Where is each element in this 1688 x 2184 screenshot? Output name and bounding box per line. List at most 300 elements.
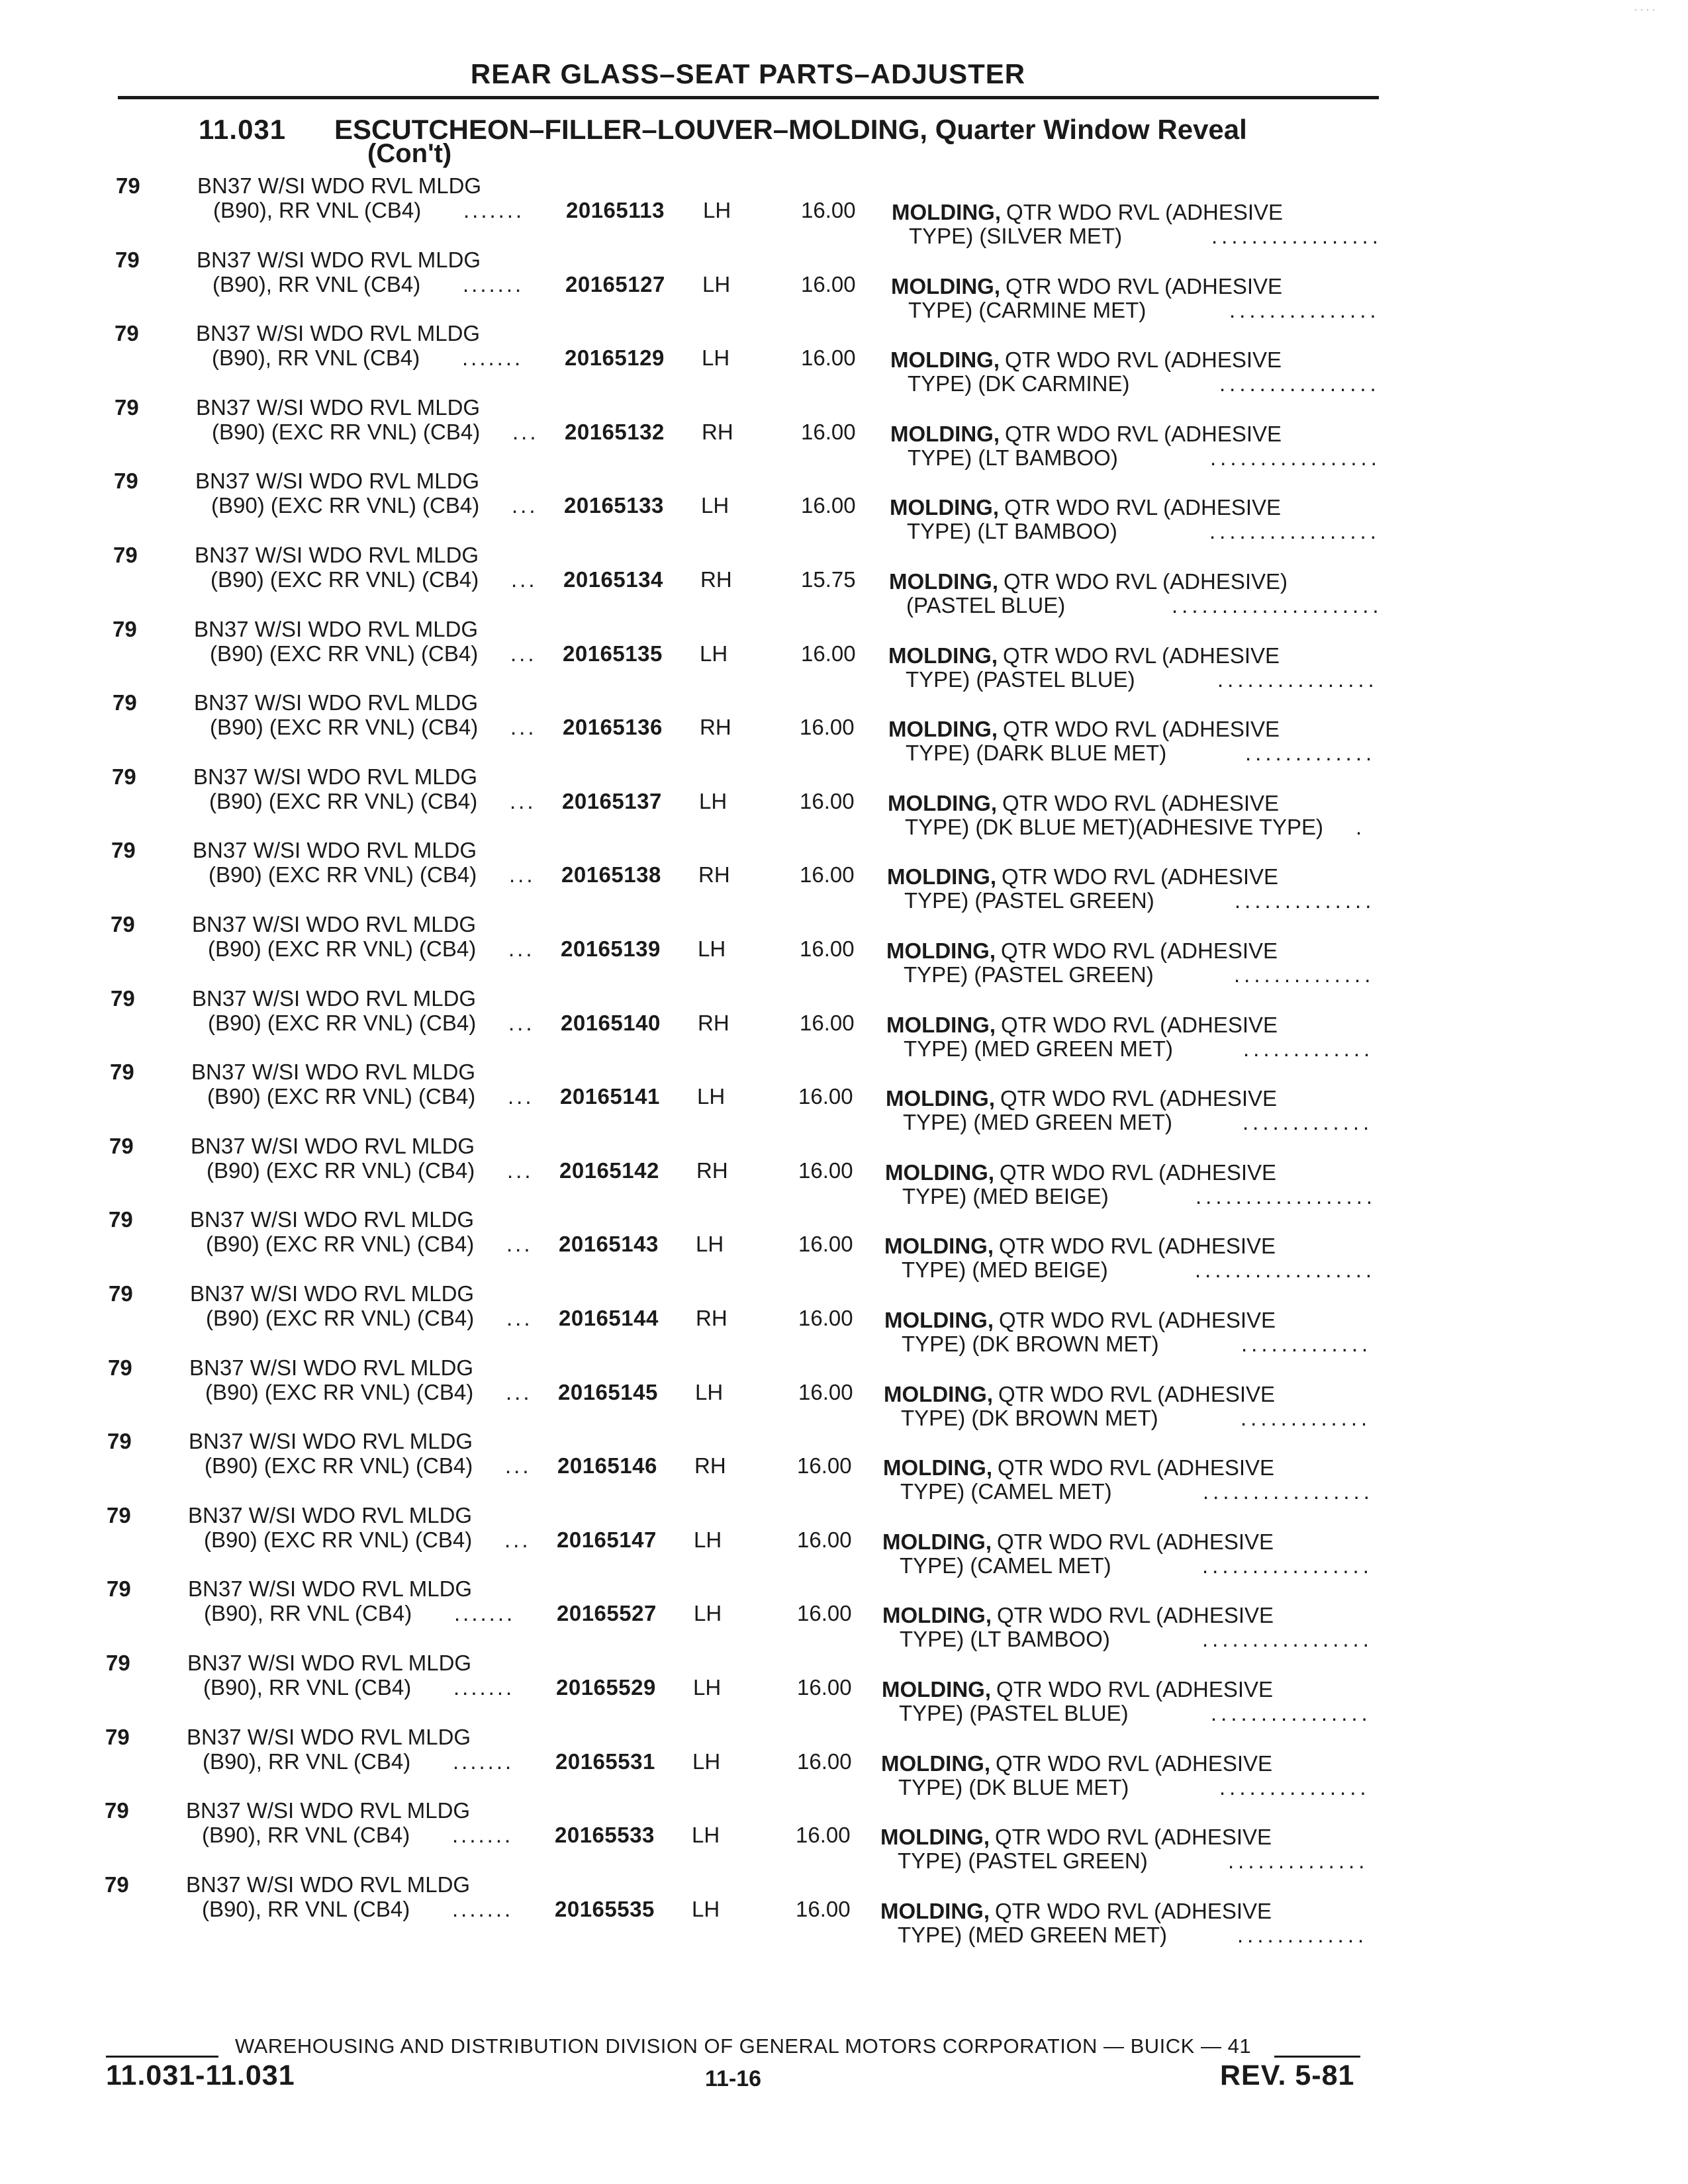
model-code: BN37 W/SI WDO RVL MLDG <box>197 173 482 198</box>
list-item <box>0 1429 1688 1503</box>
ref-number: 79 <box>113 543 138 567</box>
description-line-2: TYPE) (PASTEL BLUE) <box>899 1701 1129 1725</box>
list-item <box>0 1503 1688 1577</box>
description-lead: MOLDING, <box>880 1825 990 1850</box>
part-number: 20165529 <box>556 1675 656 1700</box>
side-code: LH <box>692 1896 720 1921</box>
side-code: LH <box>703 198 731 222</box>
description-text: QTR WDO RVL (ADHESIVE <box>1002 717 1280 742</box>
part-number: 20165129 <box>565 345 665 371</box>
ref-number: 79 <box>116 173 140 198</box>
leader-dots: ... <box>510 715 537 740</box>
ref-number: 79 <box>105 1798 129 1823</box>
list-item <box>0 986 1688 1060</box>
model-code: BN37 W/SI WDO RVL MLDG <box>194 690 479 715</box>
side-code: LH <box>694 1601 722 1626</box>
description-text: QTR WDO RVL (ADHESIVE <box>1004 421 1282 446</box>
description-line-2: TYPE) (CAMEL MET) <box>900 1479 1112 1504</box>
leader-dots: ....... <box>453 1749 514 1774</box>
option-detail: (B90) (EXC RR VNL) (CB4) <box>210 641 479 666</box>
leader-dots: ... <box>510 788 536 813</box>
list-item <box>0 248 1688 322</box>
description-line-1 <box>882 1677 1273 1702</box>
leader-dots: ....... <box>462 345 524 371</box>
description-line-2: (PASTEL BLUE) <box>906 593 1066 617</box>
scan-corner-marks: ···· <box>1634 3 1658 16</box>
option-detail: (B90) (EXC RR VNL) (CB4) <box>208 1010 477 1035</box>
description-line-1 <box>883 1455 1274 1480</box>
side-code: LH <box>702 271 731 296</box>
description-line-2: TYPE) (DARK BLUE MET) <box>906 741 1167 766</box>
model-code: BN37 W/SI WDO RVL MLDG <box>195 469 480 494</box>
list-item <box>0 1651 1688 1725</box>
section-subtitle: Quarter Window Reveal <box>935 114 1247 145</box>
part-number: 20165140 <box>561 1010 661 1035</box>
part-number: 20165133 <box>564 493 664 518</box>
description-lead: MOLDING, <box>891 273 1000 298</box>
option-detail: (B90), RR VNL (CB4) <box>212 345 420 371</box>
section-title <box>334 114 1367 146</box>
quantity: 16.00 <box>800 715 855 740</box>
side-code: LH <box>692 1823 720 1848</box>
model-code: BN37 W/SI WDO RVL MLDG <box>191 1133 475 1158</box>
model-code: BN37 W/SI WDO RVL MLDG <box>189 1355 474 1380</box>
ref-number: 79 <box>113 690 137 715</box>
description-text: QTR WDO RVL (ADHESIVE <box>1005 273 1283 298</box>
description-leader-dots: ............. <box>1243 1036 1374 1061</box>
description-text: QTR WDO RVL (ADHESIVE <box>998 1308 1276 1332</box>
list-item <box>0 1798 1688 1872</box>
side-code: RH <box>700 567 732 592</box>
part-number: 20165113 <box>566 198 665 222</box>
model-code: BN37 W/SI WDO RVL MLDG <box>193 838 477 863</box>
ref-number: 79 <box>107 1576 131 1602</box>
description-text: QTR WDO RVL (ADHESIVE) <box>1003 569 1288 594</box>
side-code: RH <box>698 862 730 887</box>
description-line-1 <box>890 347 1282 373</box>
quantity: 16.00 <box>798 1084 853 1109</box>
ref-number: 79 <box>109 1133 134 1158</box>
quantity: 16.00 <box>797 1675 852 1700</box>
leader-dots: ... <box>506 1379 532 1404</box>
description-line-2: TYPE) (DK BLUE MET) <box>898 1774 1129 1799</box>
model-code: BN37 W/SI WDO RVL MLDG <box>190 1281 475 1306</box>
option-detail: (B90) (EXC RR VNL) (CB4) <box>207 1084 476 1109</box>
model-code: BN37 W/SI WDO RVL MLDG <box>195 543 479 567</box>
quantity: 16.00 <box>800 936 855 961</box>
description-line-1 <box>884 1308 1276 1333</box>
quantity: 16.00 <box>797 1453 852 1479</box>
description-text: QTR WDO RVL (ADHESIVE <box>1000 938 1278 963</box>
description-line-1 <box>881 1751 1272 1776</box>
ref-number: 79 <box>107 1429 132 1454</box>
leader-dots: ....... <box>454 1601 516 1626</box>
ref-number: 79 <box>105 1872 129 1897</box>
ref-number: 79 <box>109 1281 133 1306</box>
option-detail: (B90) (EXC RR VNL) (CB4) <box>208 936 477 961</box>
ref-number: 79 <box>114 469 138 494</box>
side-code: LH <box>695 1379 724 1404</box>
list-item <box>0 173 1688 248</box>
option-detail: (B90), RR VNL (CB4) <box>204 1601 412 1626</box>
description-lead: MOLDING, <box>890 495 999 520</box>
side-code: RH <box>700 715 731 740</box>
part-number: 20165134 <box>563 567 663 592</box>
description-line-2: TYPE) (PASTEL GREEN) <box>898 1848 1148 1874</box>
list-item <box>0 1281 1688 1355</box>
description-leader-dots: ............... <box>1219 1774 1370 1799</box>
description-text: QTR WDO RVL (ADHESIVE <box>1000 1012 1278 1037</box>
description-lead: MOLDING, <box>885 1160 994 1185</box>
section-title-main: ESCUTCHEON–FILLER–LOUVER–MOLDING, <box>334 114 928 145</box>
quantity: 16.00 <box>798 1232 853 1257</box>
footer-publisher: WAREHOUSING AND DISTRIBUTION DIVISION OF GENERAL MOTORS CORPORATION — BUICK — 41 <box>235 2034 1252 2058</box>
part-number: 20165147 <box>557 1527 657 1552</box>
side-code: RH <box>694 1453 726 1479</box>
quantity: 16.00 <box>797 1601 852 1626</box>
side-code: RH <box>702 419 733 444</box>
list-item <box>0 764 1688 839</box>
footer-rule-left <box>106 2056 218 2058</box>
option-detail: (B90) (EXC RR VNL) (CB4) <box>210 715 479 740</box>
side-code: RH <box>696 1306 727 1330</box>
model-code: BN37 W/SI WDO RVL MLDG <box>191 1060 476 1085</box>
description-lead: MOLDING, <box>881 1751 990 1776</box>
description-lead: MOLDING, <box>886 938 996 963</box>
side-code: RH <box>698 1010 729 1035</box>
description-line-2: TYPE) (MED GREEN MET) <box>903 1110 1173 1135</box>
option-detail: (B90) (EXC RR VNL) (CB4) <box>207 1158 475 1183</box>
description-lead: MOLDING, <box>882 1529 992 1554</box>
side-code: LH <box>700 641 728 666</box>
part-number: 20165139 <box>561 936 661 961</box>
description-leader-dots: . <box>1356 814 1366 839</box>
ref-number: 79 <box>105 1724 130 1749</box>
list-item <box>0 617 1688 691</box>
ref-number: 79 <box>111 838 136 863</box>
model-code: BN37 W/SI WDO RVL MLDG <box>196 321 481 346</box>
ref-number: 79 <box>107 1502 131 1527</box>
description-line-1 <box>888 717 1280 742</box>
ref-number: 79 <box>115 321 139 346</box>
description-line-2: TYPE) (CAMEL MET) <box>900 1553 1111 1578</box>
description-line-1 <box>890 495 1281 520</box>
description-line-2: TYPE) (MED GREEN MET) <box>898 1922 1168 1947</box>
description-line-1 <box>888 791 1279 816</box>
leader-dots: ... <box>511 567 538 592</box>
part-number: 20165135 <box>563 641 663 666</box>
leader-dots: ... <box>508 1084 534 1109</box>
ref-number: 79 <box>112 764 136 789</box>
part-number: 20165144 <box>559 1306 659 1330</box>
description-text: QTR WDO RVL (ADHESIVE <box>996 1677 1274 1702</box>
footer-section-range: 11.031-11.031 <box>106 2060 295 2091</box>
quantity: 16.00 <box>798 1158 853 1183</box>
description-leader-dots: ................. <box>1211 224 1382 248</box>
side-code: LH <box>696 1232 724 1257</box>
description-line-2: TYPE) (LT BAMBOO) <box>908 445 1118 470</box>
description-line-2: TYPE) (PASTEL BLUE) <box>906 666 1135 692</box>
part-number: 20165143 <box>559 1232 659 1257</box>
side-code: LH <box>702 345 730 371</box>
description-line-1 <box>892 200 1283 225</box>
description-line-2: TYPE) (MED BEIGE) <box>902 1183 1109 1208</box>
model-code: BN37 W/SI WDO RVL MLDG <box>192 912 477 936</box>
description-leader-dots: ............. <box>1237 1922 1368 1947</box>
description-lead: MOLDING, <box>887 864 996 889</box>
description-line-2: TYPE) (MED BEIGE) <box>902 1257 1108 1283</box>
description-line-1 <box>888 643 1280 668</box>
option-detail: (B90) (EXC RR VNL) (CB4) <box>211 567 479 592</box>
part-number: 20165127 <box>565 271 665 296</box>
option-detail: (B90), RR VNL (CB4) <box>202 1823 410 1848</box>
list-item <box>0 395 1688 469</box>
side-code: LH <box>693 1675 722 1700</box>
option-detail: (B90), RR VNL (CB4) <box>212 271 421 296</box>
description-line-2: TYPE) (DK BLUE MET)(ADHESIVE TYPE) <box>905 814 1323 839</box>
leader-dots: ... <box>512 419 539 444</box>
quantity: 16.00 <box>800 1010 855 1035</box>
leader-dots: ... <box>512 493 538 518</box>
part-number: 20165533 <box>555 1823 655 1848</box>
model-code: BN37 W/SI WDO RVL MLDG <box>193 764 478 789</box>
description-line-1 <box>886 938 1278 964</box>
part-number: 20165136 <box>563 715 663 740</box>
description-line-1 <box>891 274 1282 299</box>
option-detail: (B90) (EXC RR VNL) (CB4) <box>205 1453 473 1479</box>
ref-number: 79 <box>108 1355 132 1380</box>
description-line-2: TYPE) (DK CARMINE) <box>908 371 1130 396</box>
description-leader-dots: ................. <box>1203 1479 1374 1504</box>
side-code: LH <box>694 1527 722 1552</box>
description-leader-dots: ............. <box>1241 1405 1372 1430</box>
page-header: REAR GLASS–SEAT PARTS–ADJUSTER <box>470 58 1026 89</box>
leader-dots: ... <box>509 862 536 887</box>
description-line-2: TYPE) (PASTEL GREEN) <box>904 888 1154 913</box>
quantity: 16.00 <box>796 1823 851 1848</box>
quantity: 16.00 <box>798 1306 853 1330</box>
option-detail: (B90), RR VNL (CB4) <box>202 1896 410 1921</box>
side-code: LH <box>699 788 727 813</box>
ref-number: 79 <box>111 985 135 1011</box>
description-leader-dots: ................ <box>1219 371 1380 396</box>
part-number: 20165132 <box>565 419 665 444</box>
description-leader-dots: .................. <box>1196 1183 1377 1208</box>
description-line-1 <box>880 1899 1272 1924</box>
list-item <box>0 912 1688 986</box>
list-item <box>0 543 1688 617</box>
list-item <box>0 1872 1688 1946</box>
part-number: 20165531 <box>555 1749 655 1774</box>
description-text: QTR WDO RVL (ADHESIVE <box>994 1898 1272 1923</box>
model-code: BN37 W/SI WDO RVL MLDG <box>189 1429 473 1454</box>
part-number: 20165535 <box>555 1896 655 1921</box>
description-lead: MOLDING, <box>886 1086 995 1111</box>
description-line-1 <box>882 1603 1274 1628</box>
header-rule <box>118 96 1379 99</box>
ref-number: 79 <box>115 247 140 272</box>
leader-dots: ... <box>508 1010 535 1035</box>
leader-dots: ... <box>506 1306 533 1330</box>
part-number: 20165142 <box>559 1158 659 1183</box>
quantity: 16.00 <box>801 493 856 518</box>
description-lead: MOLDING, <box>888 717 998 742</box>
leader-dots: ....... <box>463 271 524 296</box>
part-number: 20165527 <box>557 1601 657 1626</box>
list-item <box>0 1355 1688 1430</box>
description-text: QTR WDO RVL (ADHESIVE <box>1001 864 1279 889</box>
description-lead: MOLDING, <box>889 569 998 594</box>
description-lead: MOLDING, <box>890 421 1000 446</box>
description-text: QTR WDO RVL (ADHESIVE <box>1004 347 1282 373</box>
description-lead: MOLDING, <box>882 1677 991 1702</box>
ref-number: 79 <box>111 912 135 936</box>
option-detail: (B90) (EXC RR VNL) (CB4) <box>206 1232 475 1257</box>
option-detail: (B90) (EXC RR VNL) (CB4) <box>212 419 481 444</box>
description-lead: MOLDING, <box>884 1308 994 1332</box>
description-lead: MOLDING, <box>888 643 998 668</box>
description-line-1 <box>885 1160 1276 1185</box>
part-number: 20165138 <box>561 862 661 887</box>
quantity: 16.00 <box>801 345 856 371</box>
description-line-1 <box>884 1234 1276 1259</box>
leader-dots: ... <box>505 1453 532 1479</box>
side-code: LH <box>692 1749 721 1774</box>
model-code: BN37 W/SI WDO RVL MLDG <box>187 1724 471 1749</box>
description-lead: MOLDING, <box>886 1012 996 1037</box>
description-leader-dots: ............. <box>1245 741 1376 766</box>
description-lead: MOLDING, <box>884 1381 993 1406</box>
quantity: 16.00 <box>797 1527 852 1552</box>
option-detail: (B90) (EXC RR VNL) (CB4) <box>211 493 480 518</box>
revision-label: REV. 5-81 <box>1220 2060 1355 2091</box>
quantity: 16.00 <box>801 419 856 444</box>
part-number: 20165137 <box>562 788 662 813</box>
quantity: 16.00 <box>797 1749 852 1774</box>
description-line-2: TYPE) (PASTEL GREEN) <box>904 962 1154 987</box>
model-code: BN37 W/SI WDO RVL MLDG <box>196 394 481 420</box>
model-code: BN37 W/SI WDO RVL MLDG <box>187 1651 472 1675</box>
quantity: 16.00 <box>801 641 856 666</box>
leader-dots: ....... <box>452 1823 514 1848</box>
part-number: 20165141 <box>560 1084 660 1109</box>
leader-dots: ... <box>507 1158 534 1183</box>
description-leader-dots: ............... <box>1229 297 1380 322</box>
quantity: 16.00 <box>798 1379 853 1404</box>
quantity: 16.00 <box>801 198 856 222</box>
description-line-1 <box>880 1825 1272 1850</box>
option-detail: (B90) (EXC RR VNL) (CB4) <box>209 862 477 887</box>
description-line-2: TYPE) (CARMINE MET) <box>908 297 1147 322</box>
part-number: 20165146 <box>557 1453 657 1479</box>
leader-dots: ....... <box>452 1896 514 1921</box>
list-item <box>0 838 1688 912</box>
description-leader-dots: ................ <box>1217 666 1378 692</box>
quantity: 16.00 <box>800 862 855 887</box>
list-item <box>0 690 1688 764</box>
ref-number: 79 <box>106 1651 130 1675</box>
leader-dots: ... <box>508 936 535 961</box>
description-text: QTR WDO RVL (ADHESIVE <box>1006 200 1284 224</box>
option-detail: (B90), RR VNL (CB4) <box>203 1749 411 1774</box>
list-item <box>0 1207 1688 1281</box>
quantity: 16.00 <box>796 1896 851 1921</box>
description-lead: MOLDING, <box>882 1603 992 1628</box>
side-code: LH <box>701 493 729 518</box>
description-leader-dots: ..................... <box>1172 593 1383 617</box>
part-number: 20165145 <box>558 1379 658 1404</box>
option-detail: (B90), RR VNL (CB4) <box>203 1675 412 1700</box>
description-text: QTR WDO RVL (ADHESIVE <box>996 1529 1274 1554</box>
description-line-2: TYPE) (LT BAMBOO) <box>900 1627 1110 1652</box>
description-text: QTR WDO RVL (ADHESIVE <box>1000 1086 1278 1111</box>
description-line-1 <box>887 864 1278 889</box>
leader-dots: ... <box>504 1527 531 1552</box>
description-leader-dots: ................. <box>1202 1553 1373 1578</box>
description-lead: MOLDING, <box>884 1234 994 1259</box>
description-lead: MOLDING, <box>892 200 1001 224</box>
option-detail: (B90) (EXC RR VNL) (CB4) <box>209 788 478 813</box>
description-leader-dots: ................. <box>1210 445 1381 470</box>
description-line-2: TYPE) (LT BAMBOO) <box>907 519 1117 544</box>
description-leader-dots: ................ <box>1211 1701 1372 1725</box>
option-detail: (B90) (EXC RR VNL) (CB4) <box>204 1527 473 1552</box>
description-lead: MOLDING, <box>890 347 1000 373</box>
leader-dots: ....... <box>453 1675 515 1700</box>
description-leader-dots: .............. <box>1234 962 1375 987</box>
ref-number: 79 <box>110 1060 134 1085</box>
description-leader-dots: ................. <box>1209 519 1380 544</box>
description-leader-dots: .................. <box>1195 1257 1376 1283</box>
option-detail: (B90) (EXC RR VNL) (CB4) <box>205 1379 474 1404</box>
quantity: 15.75 <box>801 567 856 592</box>
description-text: QTR WDO RVL (ADHESIVE <box>995 1751 1273 1776</box>
side-code: RH <box>696 1158 728 1183</box>
description-text: QTR WDO RVL (ADHESIVE <box>998 1381 1276 1406</box>
list-item <box>0 1060 1688 1134</box>
description-leader-dots: .............. <box>1228 1848 1369 1874</box>
model-code: BN37 W/SI WDO RVL MLDG <box>194 616 479 641</box>
description-line-1 <box>884 1382 1275 1407</box>
description-line-2: TYPE) (DK BROWN MET) <box>902 1332 1159 1356</box>
side-code: LH <box>697 1084 726 1109</box>
description-leader-dots: .............. <box>1235 888 1376 913</box>
section-continued-label: (Con't) <box>367 139 452 168</box>
list-item <box>0 1134 1688 1208</box>
description-text: QTR WDO RVL (ADHESIVE <box>999 1160 1277 1185</box>
model-code: BN37 W/SI WDO RVL MLDG <box>192 985 477 1011</box>
quantity: 16.00 <box>801 271 856 296</box>
description-text: QTR WDO RVL (ADHESIVE <box>1002 643 1280 668</box>
model-code: BN37 W/SI WDO RVL MLDG <box>197 247 481 272</box>
model-code: BN37 W/SI WDO RVL MLDG <box>186 1798 471 1823</box>
page-number: 11-16 <box>705 2066 762 2091</box>
quantity: 16.00 <box>800 788 855 813</box>
description-line-2: TYPE) (DK BROWN MET) <box>901 1405 1158 1430</box>
description-text: QTR WDO RVL (ADHESIVE <box>1002 790 1280 815</box>
ref-number: 79 <box>109 1207 133 1232</box>
ref-number: 79 <box>113 616 137 641</box>
description-text: QTR WDO RVL (ADHESIVE <box>994 1825 1272 1850</box>
model-code: BN37 W/SI WDO RVL MLDG <box>188 1576 473 1602</box>
description-text: QTR WDO RVL (ADHESIVE <box>998 1234 1276 1259</box>
description-line-1 <box>886 1086 1277 1111</box>
description-text: QTR WDO RVL (ADHESIVE <box>996 1603 1274 1628</box>
leader-dots: ....... <box>463 198 525 222</box>
list-item <box>0 469 1688 543</box>
section-number: 11.031 <box>199 114 287 145</box>
description-text: QTR WDO RVL (ADHESIVE <box>997 1455 1275 1480</box>
